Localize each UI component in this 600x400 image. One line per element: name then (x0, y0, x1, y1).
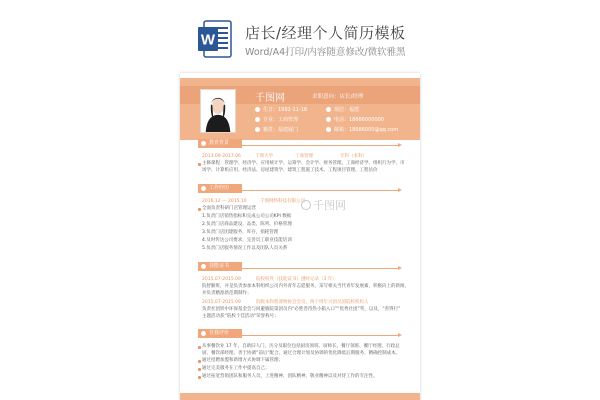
watermark: 千图网 (301, 197, 346, 213)
info-residence: 现居：福建 (326, 106, 359, 113)
work-duty-line: 4.及时传达公司要求，完善员工职业技能培训 (202, 238, 292, 243)
section-skills-title: 技能证书 (198, 262, 242, 271)
person-icon (201, 331, 206, 336)
profile-photo (200, 89, 236, 133)
phone-icon (326, 117, 331, 122)
section-work-header (198, 184, 398, 193)
job-intent: 求职意向：店长/经理 (312, 94, 364, 100)
info-major: 专业：工商管理 (255, 116, 298, 123)
section-evaluation-header (198, 329, 398, 338)
bullet-icon (198, 208, 201, 211)
resume-name: 千图网 (255, 93, 285, 104)
section-education-header (198, 139, 398, 148)
info-birthday: 生日：1992-11-18 (255, 106, 307, 113)
work-duty-line: 1.负责门店销售指标和完成公司公司KPI 数据 (202, 214, 292, 219)
bullet-icon (198, 346, 201, 349)
bullet-icon (198, 368, 201, 371)
education-school: 千图大学 (255, 154, 273, 159)
arrow-icon (398, 266, 402, 270)
skill-desc-line: 主题活动获“院校十佳活动”荣誉称号； (202, 314, 279, 319)
arrow-icon (398, 188, 402, 192)
bullet-icon (198, 376, 201, 379)
certificate-icon (201, 264, 206, 269)
work-duty-line: 3.负责门店团建服务，库存，损耗管理 (202, 230, 279, 235)
mail-icon (326, 127, 331, 132)
skill-name: 院校校外（技能证书）遵时记录（3 年） (256, 277, 337, 282)
section-work-title: 工作经历 (198, 184, 242, 193)
education-courses-line: 主修课程：管理学、经济学、应用统计学、运筹学、会计学、财务管理、工商经济学、组织行为学、市 (202, 161, 405, 166)
svg-text:W: W (200, 31, 216, 49)
education-courses-line: 场学、计算机应用、经济法、房屋建筑学、建筑工程施工技术、工程项目管理、工程估价 (202, 168, 378, 173)
skill-desc-line: 院智勤班，并是负责参加本科组织公司内外青年志愿服务，采写相关当代青年发展素，积极向上的新闻， (202, 284, 409, 289)
home-icon (255, 127, 260, 132)
watermark-logo-icon (301, 200, 311, 210)
evaluation-line: 通过拓宽营销团队和服务人员，上进精神、团队精神，敬业精神以及对待工作的专注性。 (202, 374, 378, 379)
footer-decoration (180, 393, 420, 400)
section-skills-header (198, 262, 398, 271)
arrow-icon (398, 333, 402, 337)
work-duty-line: 5.负责门店服务情况工作以及团队人员关系 (202, 246, 288, 251)
word-icon (197, 19, 233, 59)
document-subtitle: Word/A4打印/内容随意修改/微软雅黑 (245, 47, 406, 58)
book-icon (255, 117, 260, 122)
section-divider (242, 190, 400, 191)
skill-desc-line: 并负责精准新范期制作； (202, 291, 252, 296)
info-phone: 电话：18686000000 (326, 116, 384, 123)
section-divider (242, 335, 400, 336)
bullet-icon (198, 163, 201, 166)
work-date: 2016.12 — 2015.10 (202, 199, 247, 204)
arrow-icon (398, 143, 402, 147)
work-duty-line: 全面负责科研门店管理运营 (202, 206, 256, 211)
info-origin: 籍贯：福建厦门 (255, 126, 298, 133)
skill-desc-line: 负责社团铁中环保基金会与回避敏院第团员内“必胜善待热小箱入口”“优秀社团”奖，以及，“善得行” (202, 307, 401, 312)
section-divider (242, 268, 400, 269)
graduation-cap-icon (201, 141, 206, 146)
skill-date: 2015.07-2015.09 (202, 277, 241, 282)
education-major: 工商管理 (295, 154, 313, 159)
education-degree: 专科（本科） (340, 154, 367, 159)
skill-name: 院级本科程课物协会会员，两个周年兴团员国院校机构人 (256, 300, 369, 305)
section-evaluation-title: 自我评价 (198, 329, 242, 338)
bullet-icon (198, 360, 201, 363)
briefcase-icon (201, 186, 206, 191)
section-divider (242, 145, 400, 146)
section-education-title: 教育背景 (198, 139, 242, 148)
resume-banner (180, 78, 420, 140)
info-email: 邮箱：18686000@qq.com (326, 126, 398, 133)
calendar-icon (255, 107, 260, 112)
work-duty-line: 2.负责门店商品建设，品类、陈列、价格管理 (202, 222, 292, 227)
evaluation-line: 通过招聘加盟和新增方式协调下属管理； (202, 358, 283, 363)
evaluation-line: 从事餐饮业 17 年，自助旧人门，历分及职位包括厨房领班、厨师长、餐厅领班、餐厅经理、行政总 (202, 344, 400, 349)
resume-page (180, 73, 420, 400)
evaluation-line: 厨、餐饮部经理，善于协调“前后”配合，通过合理计划及协调的优化降低后期服务、精确控制成本。 (202, 351, 401, 356)
education-date: 2013.09-2017.06 (202, 154, 241, 159)
evaluation-line: 通过完美服务在工作中提高自己； (202, 366, 270, 371)
skill-date: 2015.07-2015.09 (202, 300, 241, 305)
location-icon (326, 107, 331, 112)
work-company: 千图网络科技有限公司 (260, 199, 305, 204)
document-title: 店长/经理个人简历模板 (245, 24, 406, 42)
